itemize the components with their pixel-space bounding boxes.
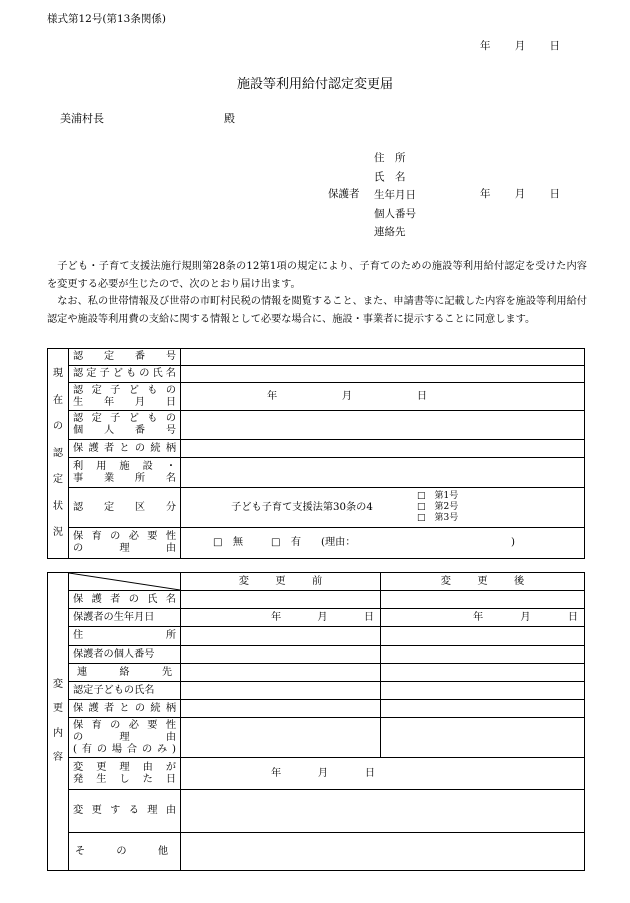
- change-address-before[interactable]: [181, 627, 381, 646]
- change-contact-after[interactable]: [381, 664, 585, 682]
- relation-label: 保 護 者 と の 続 柄: [69, 440, 181, 458]
- change-necessity-after[interactable]: [381, 718, 585, 758]
- category-law: 子ども子育て支援法第30条の4: [231, 501, 373, 513]
- change-reason-label: 変 更 す る 理 由: [69, 790, 181, 833]
- row-child-name: [48, 366, 585, 383]
- change-address-label: 住 所: [69, 627, 181, 646]
- child-name-label: 認 定 子 ど も の 氏 名: [69, 366, 181, 383]
- row-child-birth: [48, 383, 585, 411]
- child-birth-label: 認 定 子 ど も の 生 年 月 日: [69, 383, 181, 411]
- change-other-field[interactable]: [181, 833, 585, 871]
- change-row-guardian-id: [48, 646, 585, 664]
- change-child-name-label: 認定子どもの氏名: [69, 682, 181, 700]
- cert-number-field[interactable]: [181, 349, 585, 366]
- applicant-fields: [374, 149, 416, 242]
- row-facility: [48, 458, 585, 488]
- child-id-field[interactable]: [181, 411, 585, 440]
- child-id-label: 認 定 子 ど も の 個 人 番 号: [69, 411, 181, 440]
- category-option-2[interactable]: □ 第2号: [417, 502, 459, 512]
- row-relation: [48, 440, 585, 458]
- submission-date: 年 月 日: [480, 40, 560, 52]
- change-guardian-birth-after[interactable]: 年 月 日: [381, 609, 585, 627]
- change-relation-after[interactable]: [381, 700, 585, 718]
- applicant-address-label: 住 所: [374, 152, 406, 164]
- change-relation-label: 保 護 者 と の 続 柄: [69, 700, 181, 718]
- row-cert-number: [48, 349, 585, 366]
- change-necessity-label: 保 育 の 必 要 性 の 理 由 ( 有 の 場 合 の み ): [69, 718, 181, 758]
- row-necessity-current: [48, 528, 585, 559]
- change-occurred-label: 変 更 理 由 が 発 生 し た 日: [69, 758, 181, 790]
- category-option-3[interactable]: □ 第3号: [417, 513, 459, 523]
- change-contact-before[interactable]: [181, 664, 381, 682]
- applicant-birth-label: 生年月日: [374, 189, 416, 201]
- change-guardian-birth-label: 保護者の生年月日: [69, 609, 181, 627]
- relation-field[interactable]: [181, 440, 585, 458]
- header-diagonal-cell: [69, 573, 181, 591]
- change-row-address: [48, 627, 585, 646]
- body-paragraph-2: なお、私の世帯情報及び世帯の市町村民税の情報を閲覧すること、また、申請書等に記載した内容を施設等利用給付認定や施設等利用費の支給に関する情報として必要な場合に、施設・事業者に提示することに同意します。: [47, 296, 587, 325]
- change-row-child-name: [48, 682, 585, 700]
- change-guardian-name-after[interactable]: [381, 591, 585, 609]
- change-guardian-id-before[interactable]: [181, 646, 381, 664]
- category-label: 認 定 区 分: [69, 488, 181, 528]
- current-status-section: 現 在 の 認 定 状 況: [48, 349, 69, 559]
- change-row-contact: [48, 664, 585, 682]
- change-guardian-id-after[interactable]: [381, 646, 585, 664]
- change-guardian-name-before[interactable]: [181, 591, 381, 609]
- change-row-guardian-name: [48, 591, 585, 609]
- change-child-name-after[interactable]: [381, 682, 585, 700]
- change-child-name-before[interactable]: [181, 682, 381, 700]
- applicant-birth-date: 年 月 日: [480, 188, 560, 200]
- change-guardian-name-label: 保 護 者 の 氏 名: [69, 591, 181, 609]
- category-field: [181, 488, 585, 528]
- addressee-honorific: 殿: [224, 112, 235, 125]
- necessity-reason-close: ): [511, 537, 515, 548]
- change-section: 変 更 内 容: [48, 573, 69, 871]
- row-change-header: [48, 573, 585, 591]
- change-contact-label: 連 絡 先: [69, 664, 181, 682]
- change-occurred-field[interactable]: 年 月 日: [181, 758, 585, 790]
- change-necessity-before[interactable]: [181, 718, 381, 758]
- form-table: [47, 348, 585, 559]
- change-row-relation: [48, 700, 585, 718]
- change-reason-field[interactable]: [181, 790, 585, 833]
- necessity-label: 保 育 の 必 要 性 の 理 由: [69, 528, 181, 559]
- before-header: 変 更 前: [181, 573, 381, 591]
- change-table: [47, 572, 585, 871]
- after-header: 変 更 後: [381, 573, 585, 591]
- change-other-label: そ の 他: [69, 833, 181, 871]
- row-category: [48, 488, 585, 528]
- change-row-necessity: [48, 718, 585, 758]
- necessity-yes-checkbox[interactable]: □ 有: [271, 537, 302, 548]
- page-title: 施設等利用給付認定変更届: [236, 77, 393, 92]
- necessity-field: [181, 528, 585, 559]
- facility-field[interactable]: [181, 458, 585, 488]
- applicant-group-label: 保護者: [328, 188, 360, 200]
- applicant-contact-label: 連絡先: [374, 226, 406, 238]
- body-text: [47, 258, 587, 328]
- change-guardian-birth-before[interactable]: 年 月 日: [181, 609, 381, 627]
- change-row-guardian-birth: [48, 609, 585, 627]
- cert-number-label: 認 定 番 号: [69, 349, 181, 366]
- change-relation-before[interactable]: [181, 700, 381, 718]
- change-row-reason: [48, 790, 585, 833]
- change-guardian-id-label: 保護者の個人番号: [69, 646, 181, 664]
- change-address-after[interactable]: [381, 627, 585, 646]
- change-row-occurred: [48, 758, 585, 790]
- addressee: 美浦村長: [60, 112, 104, 125]
- facility-label: 利 用 施 設 ・ 事 業 所 名: [69, 458, 181, 488]
- child-name-field[interactable]: [181, 366, 585, 383]
- form-number: 様式第12号(第13条関係): [47, 13, 166, 25]
- applicant-name-label: 氏 名: [374, 170, 406, 183]
- body-paragraph-1: 子ども・子育て支援法施行規則第28条の12第1項の規定により、子育てのための施設等利用給付認定を受けた内容を変更する必要が生じたので、次のとおり届け出ます。: [47, 261, 587, 290]
- change-row-other: [48, 833, 585, 871]
- necessity-no-checkbox[interactable]: □ 無: [213, 537, 244, 548]
- row-child-id: [48, 411, 585, 440]
- category-option-1[interactable]: □ 第1号: [417, 491, 459, 501]
- child-birth-field[interactable]: 年 月 日: [181, 383, 585, 411]
- necessity-reason-label: (理由：: [321, 537, 356, 548]
- applicant-id-label: 個人番号: [374, 207, 416, 220]
